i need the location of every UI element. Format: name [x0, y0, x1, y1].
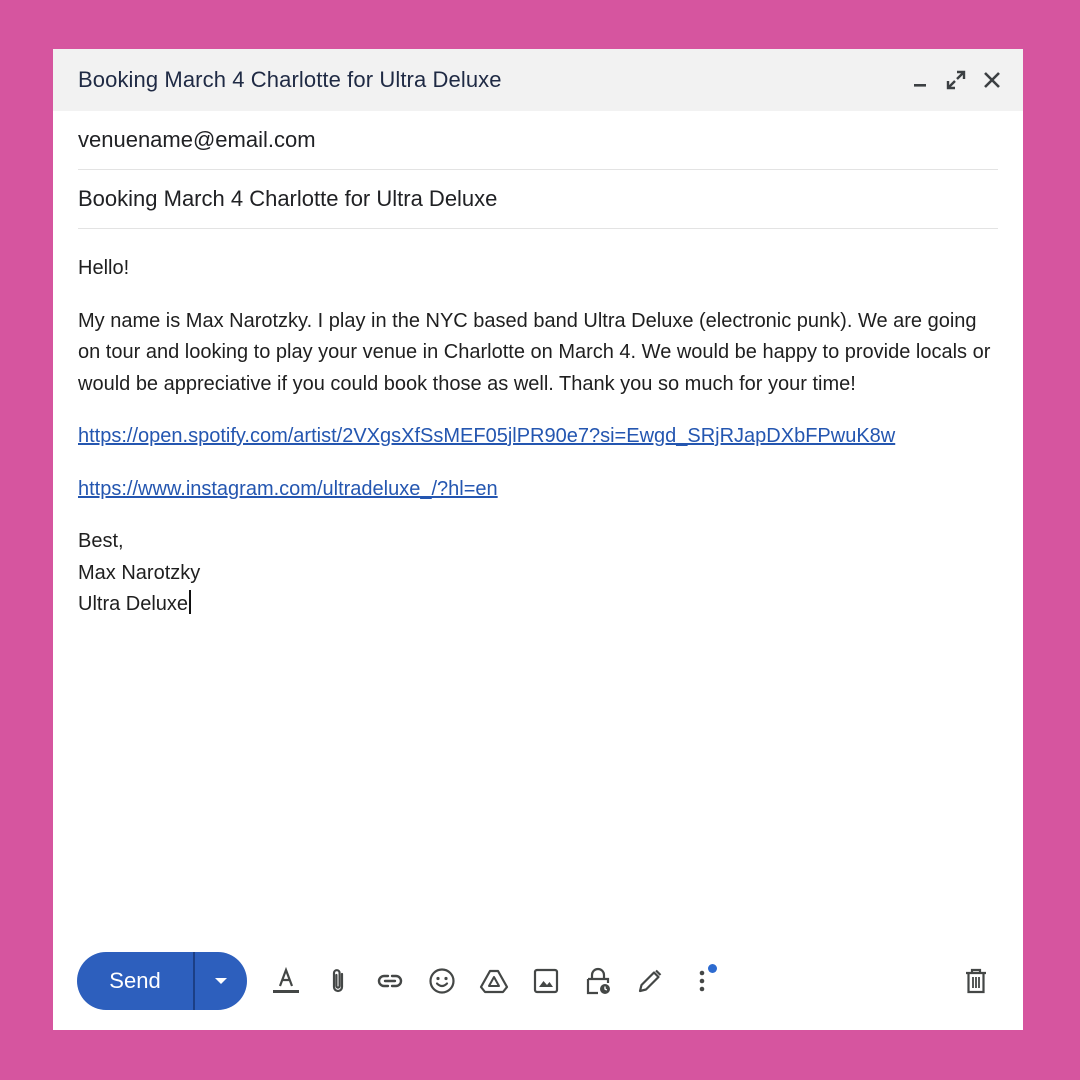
send-group — [77, 952, 247, 1010]
to-field[interactable] — [78, 111, 998, 170]
emoji-button[interactable] — [423, 962, 461, 1000]
confidential-icon — [583, 966, 613, 996]
expand-icon — [945, 69, 967, 91]
compose-title: Booking March 4 Charlotte for Ultra Deluxe — [78, 67, 502, 92]
emoji-icon — [427, 966, 457, 996]
discard-draft-button[interactable] — [957, 962, 995, 1000]
formatting-tools — [267, 962, 721, 1000]
minimize-icon — [909, 69, 931, 91]
compose-window — [53, 49, 1023, 1030]
image-icon — [531, 966, 561, 996]
signature-band: Ultra Deluxe — [78, 593, 189, 615]
trash-icon — [961, 966, 991, 996]
insert-link-button[interactable] — [371, 962, 409, 1000]
attach-button[interactable] — [319, 962, 357, 1000]
subject-value: Booking March 4 Charlotte for Ultra Deluxe — [78, 186, 498, 211]
close-icon — [981, 69, 1003, 91]
to-value: venuename@email.com — [78, 127, 316, 152]
title-controls — [907, 67, 1005, 93]
notification-dot — [708, 964, 717, 973]
drive-button[interactable] — [475, 962, 513, 1000]
drive-icon — [479, 966, 509, 996]
body-paragraph: My name is Max Narotzky. I play in the NYC based band Ultra Deluxe (electronic punk). We are going on tour and looking to play your venue in Charlotte on March 4. We would be happy to provide locals or would be appreciative if you could book those as well. Thank you so much for your time! — [78, 309, 991, 395]
signature-icon — [635, 966, 665, 996]
minimize-button[interactable] — [907, 67, 933, 93]
attach-icon — [323, 966, 353, 996]
more-options-button[interactable] — [683, 962, 721, 1000]
close-button[interactable] — [979, 67, 1005, 93]
text-cursor — [189, 590, 191, 614]
compose-toolbar — [77, 951, 995, 1011]
send-button[interactable]: Send — [109, 968, 161, 993]
signoff: Best, — [78, 530, 124, 552]
message-body[interactable] — [53, 229, 1023, 969]
expand-button[interactable] — [943, 67, 969, 93]
insert-photo-button[interactable] — [527, 962, 565, 1000]
formatting-options-button[interactable] — [267, 962, 305, 1000]
confidential-mode-button[interactable] — [579, 962, 617, 1000]
send-options-button[interactable] — [195, 952, 247, 1010]
instagram-link[interactable]: https://www.instagram.com/ultradeluxe_/?hl=en — [78, 477, 498, 500]
text-format-icon — [271, 966, 301, 996]
caret-down-icon — [213, 976, 229, 986]
spotify-link[interactable]: https://open.spotify.com/artist/2VXgsXfSsMEF05jlPR90e7?si=Ewgd_SRjRJapDXbFPwuK8w — [78, 425, 896, 447]
subject-field[interactable] — [78, 170, 998, 229]
link-icon — [375, 966, 405, 996]
signature-name: Max Narotzky — [78, 561, 201, 584]
signature — [78, 526, 998, 621]
compose-titlebar[interactable] — [53, 49, 1023, 111]
greeting: Hello! — [78, 257, 130, 279]
insert-signature-button[interactable] — [631, 962, 669, 1000]
